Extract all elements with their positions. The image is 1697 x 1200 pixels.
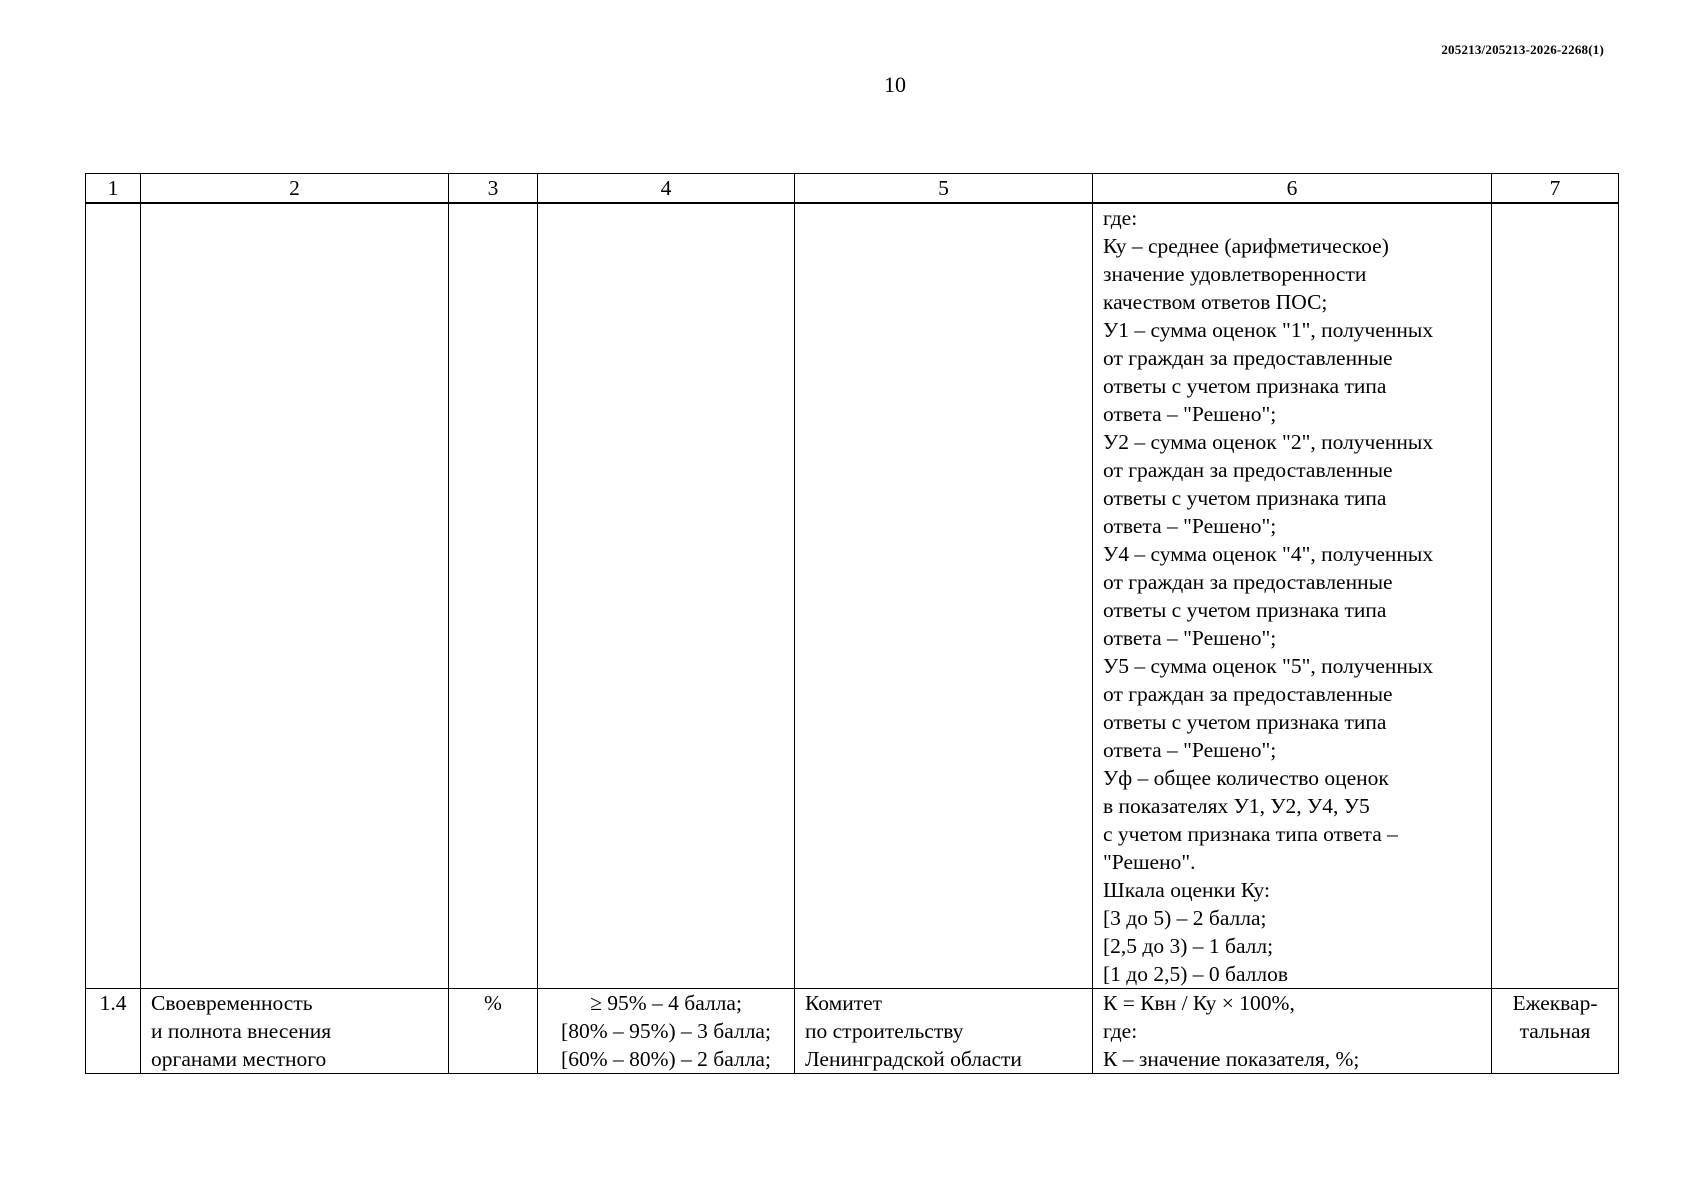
text-line: [60% – 80%) – 2 балла; <box>561 1047 771 1071</box>
continuation-cell-5 <box>795 203 1093 989</box>
text-line: Шкала оценки Ку: <box>1103 878 1270 902</box>
continuation-cell-3 <box>449 203 538 989</box>
row-number: 1.4 <box>86 989 141 1074</box>
text-line: ответы с учетом признака типа <box>1103 598 1387 622</box>
text-line: [3 до 5) – 2 балла; <box>1103 906 1267 930</box>
text-line: [80% – 95%) – 3 балла; <box>561 1019 771 1043</box>
column-number-3: 3 <box>449 174 538 204</box>
continuation-cell-4 <box>538 203 795 989</box>
formula-cell <box>1093 989 1492 1074</box>
text-line: У4 – сумма оценок "4", полученных <box>1103 542 1434 566</box>
responsible-cell <box>795 989 1093 1074</box>
column-number-6: 6 <box>1093 174 1492 204</box>
text-line: Комитет <box>805 991 883 1015</box>
text-line: Уф – общее количество оценок <box>1103 766 1389 790</box>
text-line: ответа – "Решено"; <box>1103 402 1277 426</box>
text-line: Ежеквар- <box>1512 991 1598 1015</box>
text-line: от граждан за предоставленные <box>1103 682 1393 706</box>
text-line: [1 до 2,5) – 0 баллов <box>1103 962 1289 986</box>
text-line: по строительству <box>805 1019 964 1043</box>
text-line: ответа – "Решено"; <box>1103 738 1277 762</box>
scale-cell <box>538 989 795 1074</box>
text-line: К = Квн / Ку × 100%, <box>1103 991 1295 1015</box>
indicator-table <box>85 173 1619 1074</box>
text-line: У1 – сумма оценок "1", полученных <box>1103 318 1434 342</box>
table-row-1-4 <box>86 989 1619 1074</box>
column-number-4: 4 <box>538 174 795 204</box>
column-number-7: 7 <box>1492 174 1619 204</box>
text-line: значение удовлетворенности <box>1103 262 1367 286</box>
column-number-1: 1 <box>86 174 141 204</box>
text-line: У5 – сумма оценок "5", полученных <box>1103 654 1434 678</box>
text-line: "Решено". <box>1103 850 1196 874</box>
continuation-cell-7 <box>1492 203 1619 989</box>
text-line: тальная <box>1519 1019 1591 1043</box>
text-line: где: <box>1103 206 1138 230</box>
continuation-cell-2 <box>141 203 449 989</box>
text-line: от граждан за предоставленные <box>1103 346 1393 370</box>
text-line: в показателях У1, У2, У4, У5 <box>1103 794 1370 818</box>
text-line: где: <box>1103 1019 1138 1043</box>
continuation-cell-1 <box>86 203 141 989</box>
text-line: У2 – сумма оценок "2", полученных <box>1103 430 1434 454</box>
text-line: Ку – среднее (арифметическое) <box>1103 234 1389 258</box>
page-number: 10 <box>884 72 906 97</box>
text-line: ответа – "Решено"; <box>1103 514 1277 538</box>
text-line: от граждан за предоставленные <box>1103 570 1393 594</box>
text-line: [2,5 до 3) – 1 балл; <box>1103 934 1274 958</box>
indicator-name-cell <box>141 989 449 1074</box>
column-number-5: 5 <box>795 174 1093 204</box>
text-line: Своевременность <box>151 991 313 1015</box>
text-line: ответа – "Решено"; <box>1103 626 1277 650</box>
text-line: качеством ответов ПОС; <box>1103 290 1328 314</box>
periodicity-cell <box>1492 989 1619 1074</box>
column-number-2: 2 <box>141 174 449 204</box>
column-number-row <box>86 174 1619 204</box>
text-line: ответы с учетом признака типа <box>1103 710 1387 734</box>
text-line: и полнота внесения <box>151 1019 332 1043</box>
text-line: с учетом признака типа ответа – <box>1103 822 1398 846</box>
text-line: ответы с учетом признака типа <box>1103 374 1387 398</box>
formula-description-cell <box>1093 203 1492 989</box>
document-code: 205213/205213-2026-2268(1) <box>1441 42 1604 57</box>
unit-cell: % <box>449 989 538 1074</box>
text-line: К – значение показателя, %; <box>1103 1047 1360 1071</box>
text-line: ≥ 95% – 4 балла; <box>590 991 742 1015</box>
text-line: от граждан за предоставленные <box>1103 458 1393 482</box>
text-line: ответы с учетом признака типа <box>1103 486 1387 510</box>
text-line: органами местного <box>151 1047 327 1071</box>
table-row-continuation <box>86 203 1619 989</box>
text-line: Ленинградской области <box>805 1047 1022 1071</box>
